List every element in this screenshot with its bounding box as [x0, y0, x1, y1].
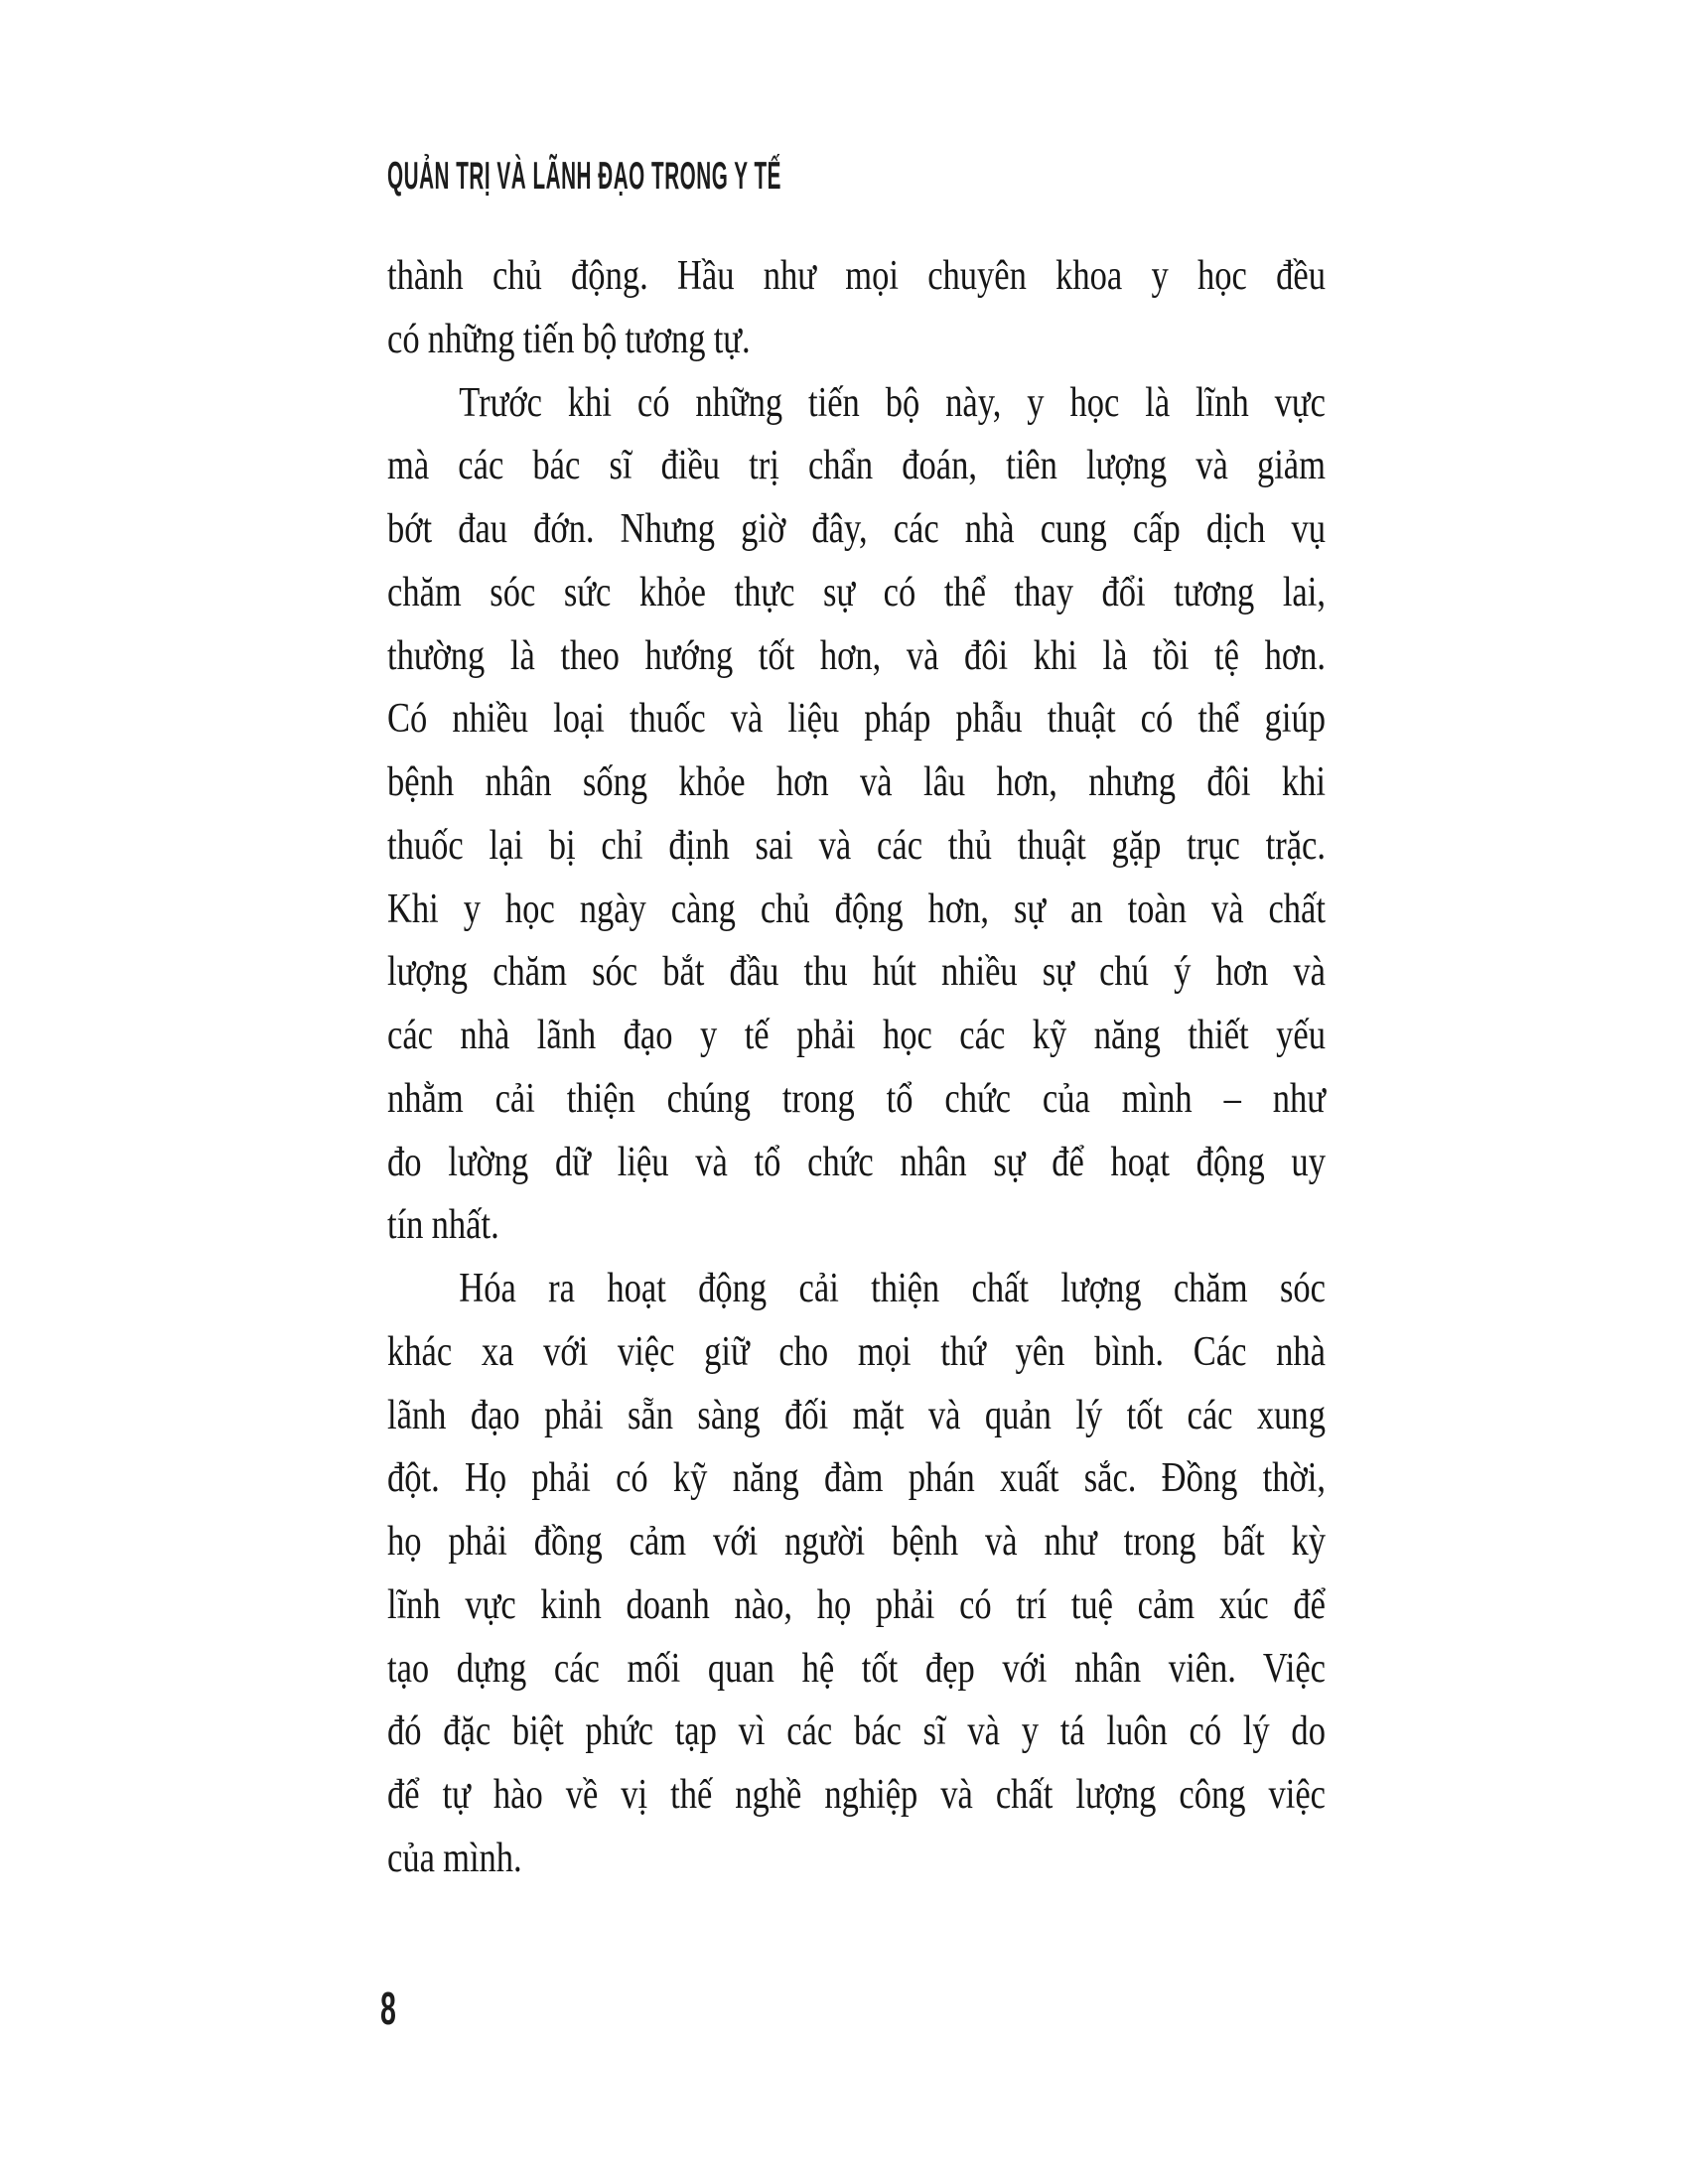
text-line-p2-l6: Có nhiều loại thuốc và liệu pháp phẫu thuật có thể giúp — [387, 696, 1326, 743]
text-line-p2-l9: Khi y học ngày càng chủ động hơn, sự an toàn và chất — [387, 886, 1326, 932]
text-line-p3-l2: khác xa với việc giữ cho mọi thứ yên bình. Các nhà — [387, 1328, 1326, 1375]
text-line-p2-l1: Trước khi có những tiến bộ này, y học là lĩnh vực — [459, 379, 1326, 426]
text-line-p3-l5: họ phải đồng cảm với người bệnh và như trong bất kỳ — [387, 1519, 1326, 1565]
text-line-p3-l10: của mình. — [387, 1835, 522, 1881]
text-line-p3-l4: đột. Họ phải có kỹ năng đàm phán xuất sắc. Đồng thời, — [387, 1455, 1326, 1502]
text-line-p1-l1: thành chủ động. Hầu như mọi chuyên khoa y học đều — [387, 253, 1326, 299]
text-line-p3-l1: Hóa ra hoạt động cải thiện chất lượng chăm sóc — [459, 1266, 1326, 1311]
text-line-p1-l2: có những tiến bộ tương tự. — [387, 316, 751, 362]
text-line-p2-l12: nhằm cải thiện chúng trong tổ chức của mình – như — [387, 1075, 1326, 1122]
text-line-p2-l10: lượng chăm sóc bắt đầu thu hút nhiều sự chú ý hơn và — [387, 949, 1326, 996]
text-line-p2-l3: bớt đau đớn. Nhưng giờ đây, các nhà cung cấp dịch vụ — [387, 506, 1326, 552]
page-number: 8 — [380, 1982, 396, 2034]
text-line-p3-l3: lãnh đạo phải sẵn sàng đối mặt và quản lý tốt các xung — [387, 1392, 1326, 1438]
text-line-p2-l13: đo lường dữ liệu và tổ chức nhân sự để hoạt động uy — [387, 1139, 1326, 1185]
running-header: QUẢN TRỊ VÀ LÃNH ĐẠO TRONG Y TẾ — [387, 155, 781, 198]
text-line-p3-l6: lĩnh vực kinh doanh nào, họ phải có trí tuệ cảm xúc để — [387, 1581, 1326, 1628]
text-line-p2-l4: chăm sóc sức khỏe thực sự có thể thay đổi tương lai, — [387, 569, 1326, 615]
text-line-p3-l8: đó đặc biệt phức tạp vì các bác sĩ và y tá luôn có lý do — [387, 1708, 1326, 1755]
text-line-p2-l11: các nhà lãnh đạo y tế phải học các kỹ năng thiết yếu — [387, 1013, 1326, 1058]
body-text — [387, 245, 1326, 1891]
text-line-p2-l7: bệnh nhân sống khỏe hơn và lâu hơn, nhưng đôi khi — [387, 759, 1326, 805]
text-line-p2-l2: mà các bác sĩ điều trị chẩn đoán, tiên lượng và giảm — [387, 443, 1326, 489]
text-line-p3-l7: tạo dựng các mối quan hệ tốt đẹp với nhân viên. Việc — [387, 1645, 1326, 1692]
text-line-p2-l8: thuốc lại bị chỉ định sai và các thủ thuật gặp trục trặc. — [387, 822, 1326, 869]
text-line-p2-l14: tín nhất. — [387, 1202, 499, 1249]
text-line-p2-l5: thường là theo hướng tốt hơn, và đôi khi là tồi tệ hơn. — [387, 632, 1326, 679]
text-line-p3-l9: để tự hào về vị thế nghề nghiệp và chất lượng công việc — [387, 1772, 1326, 1818]
